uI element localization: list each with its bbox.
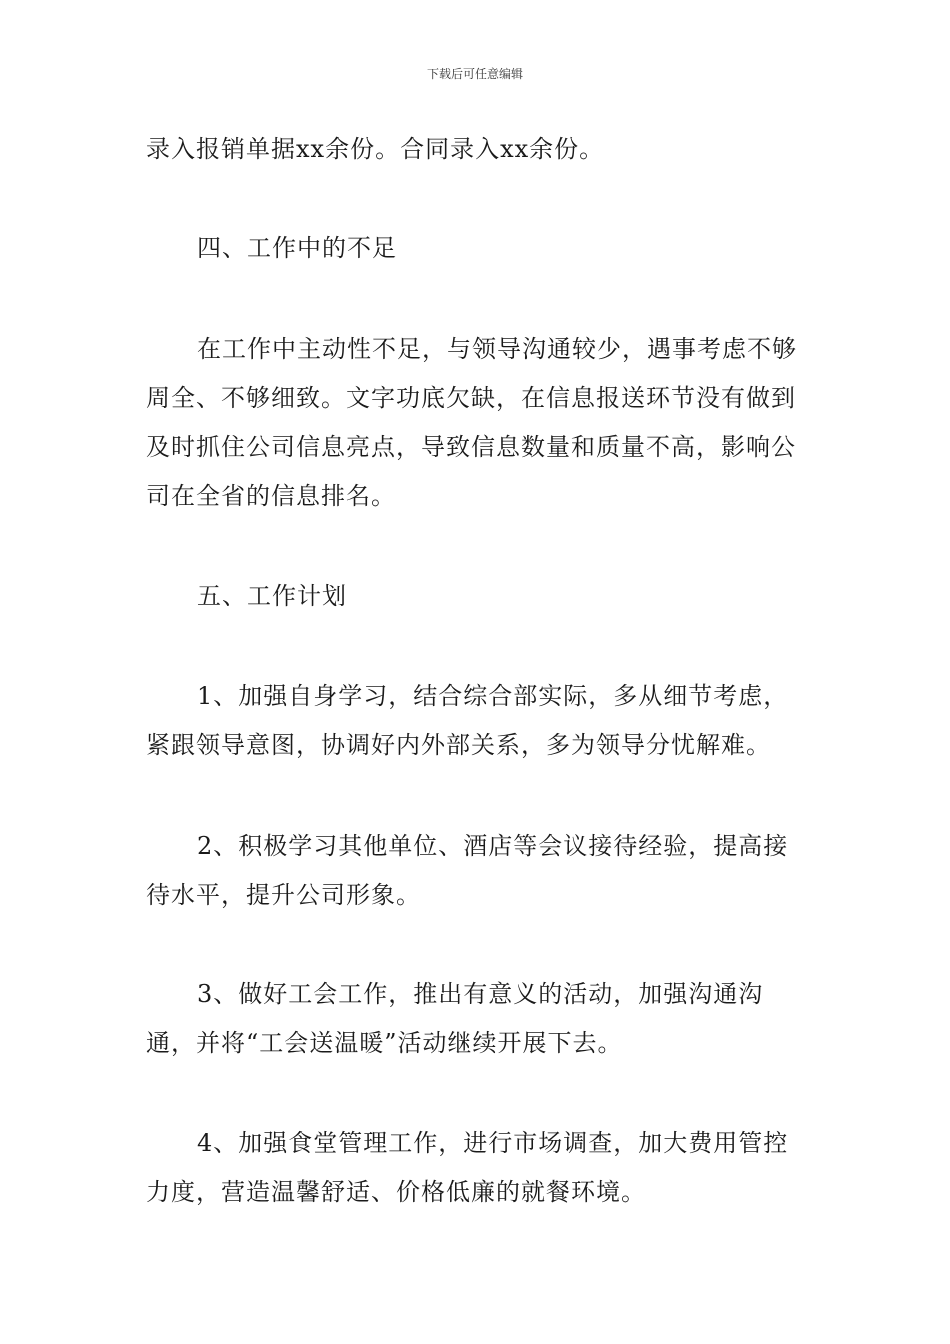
continuation-paragraph: 录入报销单据xx余份。合同录入xx余份。 (146, 135, 605, 163)
section-heading-work-plan: 五、工作计划 (197, 582, 347, 610)
plan-item-1: 1、加强自身学习，结合综合部实际，多从细节考虑，紧跟领导意图，协调好内外部关系，多为领导分忧解难。 (146, 682, 789, 759)
plan-item-2: 2、积极学习其他单位、酒店等会议接待经验，提高接待水平，提升公司形象。 (146, 832, 789, 909)
shortcomings-paragraph: 在工作中主动性不足，与领导沟通较少，遇事考虑不够周全、不够细致。文字功底欠缺，在信息报送环节没有做到及时抓住公司信息亮点，导致信息数量和质量不高，影响公司在全省的信息排名。 (146, 335, 797, 510)
plan-item-3: 3、做好工会工作，推出有意义的活动，加强沟通沟通，并将“工会送温暖”活动继续开展下去。 (146, 980, 764, 1057)
section-heading-shortcomings: 四、工作中的不足 (197, 234, 397, 262)
editable-notice: 下载后可任意编辑 (426, 67, 523, 81)
plan-item-4: 4、加强食堂管理工作，进行市场调查，加大费用管控力度，营造温馨舒适、价格低廉的就餐环境。 (146, 1129, 789, 1206)
